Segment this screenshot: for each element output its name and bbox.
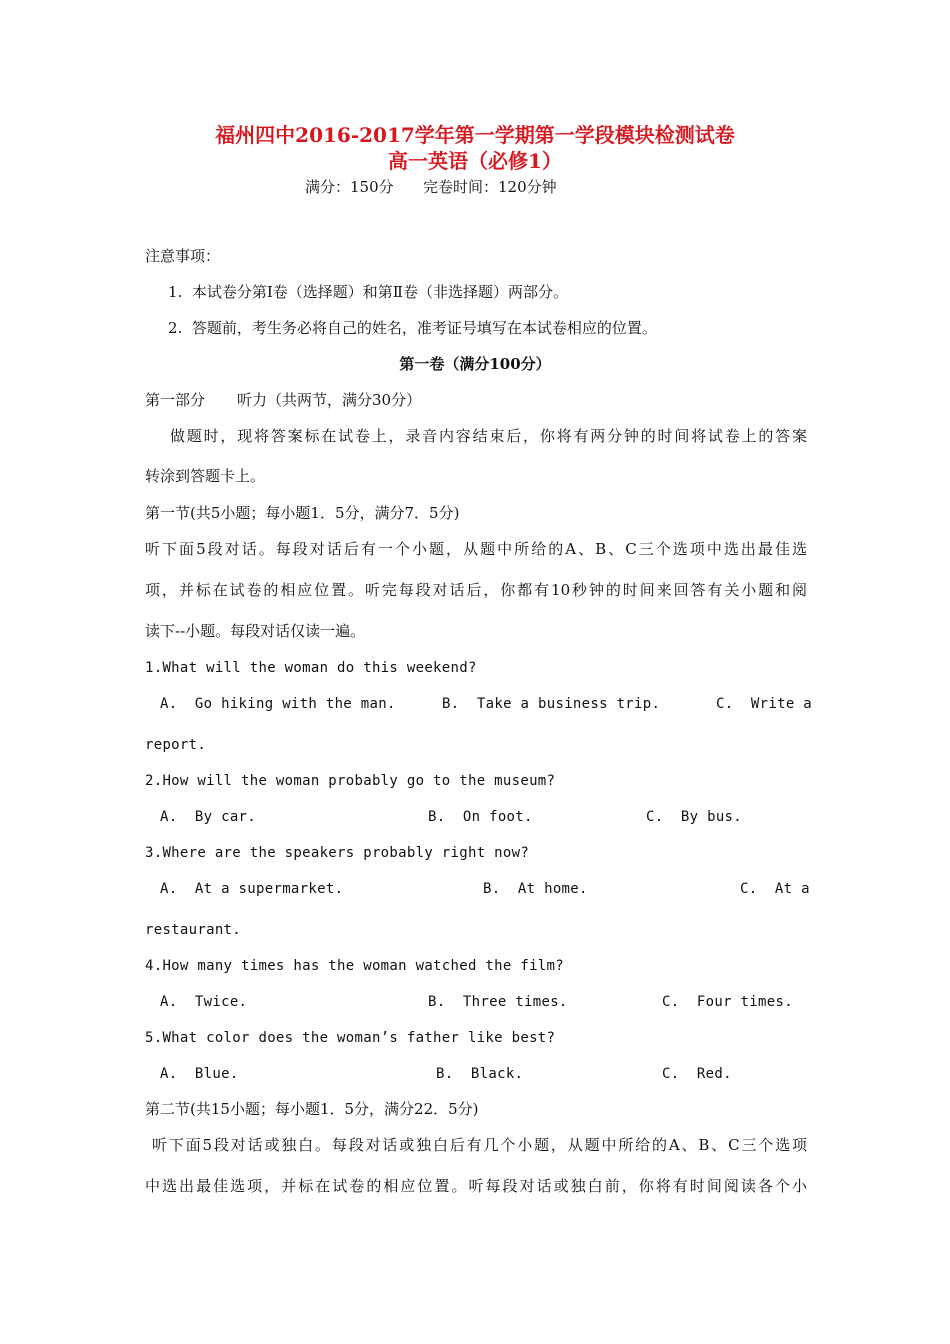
notes-heading: 注意事项： bbox=[145, 247, 221, 265]
q4-option-a: A. Twice. bbox=[160, 994, 248, 1010]
q2-option-b: B. On foot. bbox=[428, 809, 533, 825]
q4-option-c: C. Four times. bbox=[662, 994, 793, 1010]
exam-time: 完卷时间：120分钟 bbox=[423, 178, 557, 196]
part1-heading: 第一部分 bbox=[145, 391, 206, 409]
part1-instructions-line1: 做题时，现将答案标在试卷上，录音内容结束后，你将有两分钟的时间将试卷上的答案 bbox=[170, 427, 807, 445]
q5-option-b: B. Black. bbox=[436, 1066, 524, 1082]
q1-option-a: A. Go hiking with the man. bbox=[160, 696, 396, 712]
note-item-2: 2. 答题前，考生务必将自己的姓名，准考证号填写在本试卷相应的位置。 bbox=[168, 319, 657, 337]
question-3: 3.Where are the speakers probably right now? bbox=[145, 845, 530, 861]
full-score: 满分：150分 bbox=[305, 178, 394, 196]
q1-option-b: B. Take a business trip. bbox=[442, 696, 661, 712]
q4-option-b: B. Three times. bbox=[428, 994, 568, 1010]
section2-instructions-line1: 听下面5段对话或独白。每段对话或独白后有几个小题，从题中所给的A、B、C三个选项 bbox=[152, 1136, 807, 1154]
question-5: 5.What color does the woman’s father like best? bbox=[145, 1030, 556, 1046]
q1-option-c-continued: report. bbox=[145, 737, 207, 753]
q3-option-c-continued: restaurant. bbox=[145, 922, 242, 938]
question-4: 4.How many times has the woman watched the film? bbox=[145, 958, 564, 974]
q2-option-c: C. By bus. bbox=[646, 809, 743, 825]
q1-option-c: C. Write a bbox=[716, 696, 813, 712]
exam-title: 福州四中2016-2017学年第一学期第一学段模块检测试卷 bbox=[215, 123, 735, 147]
q5-option-a: A. Blue. bbox=[160, 1066, 239, 1082]
q3-option-b: B. At home. bbox=[483, 881, 588, 897]
section1-instructions-line3: 读下--小题。每段对话仅读一遍。 bbox=[145, 622, 366, 640]
question-1: 1.What will the woman do this weekend? bbox=[145, 660, 477, 676]
section1-heading: 第一节(共5小题；每小题1．5分，满分7．5分) bbox=[145, 504, 460, 522]
q3-option-c: C. At a bbox=[740, 881, 810, 897]
q3-option-a: A. At a supermarket. bbox=[160, 881, 344, 897]
part1-heading-detail: 听力（共两节，满分30分） bbox=[237, 391, 422, 409]
section2-instructions-line2: 中选出最佳选项，并标在试卷的相应位置。听每段对话或独白前，你将有时间阅读各个小 bbox=[145, 1177, 807, 1195]
section1-instructions-line2: 项，并标在试卷的相应位置。听完每段对话后，你都有10秒钟的时间来回答有关小题和阅 bbox=[145, 581, 807, 599]
part1-instructions-line2: 转涂到答题卡上。 bbox=[145, 467, 266, 485]
section1-instructions-line1: 听下面5段对话。每段对话后有一个小题，从题中所给的A、B、C三个选项中选出最佳选 bbox=[145, 540, 807, 558]
section2-heading: 第二节(共15小题；每小题1．5分，满分22．5分) bbox=[145, 1100, 479, 1118]
q5-option-c: C. Red. bbox=[662, 1066, 732, 1082]
exam-subtitle: 高一英语（必修1） bbox=[388, 149, 562, 173]
question-2: 2.How will the woman probably go to the museum? bbox=[145, 773, 556, 789]
volume1-heading: 第一卷（满分100分） bbox=[399, 355, 551, 373]
note-item-1: 1. 本试卷分第Ⅰ卷（选择题）和第Ⅱ卷（非选择题）两部分。 bbox=[168, 283, 568, 301]
q2-option-a: A. By car. bbox=[160, 809, 257, 825]
